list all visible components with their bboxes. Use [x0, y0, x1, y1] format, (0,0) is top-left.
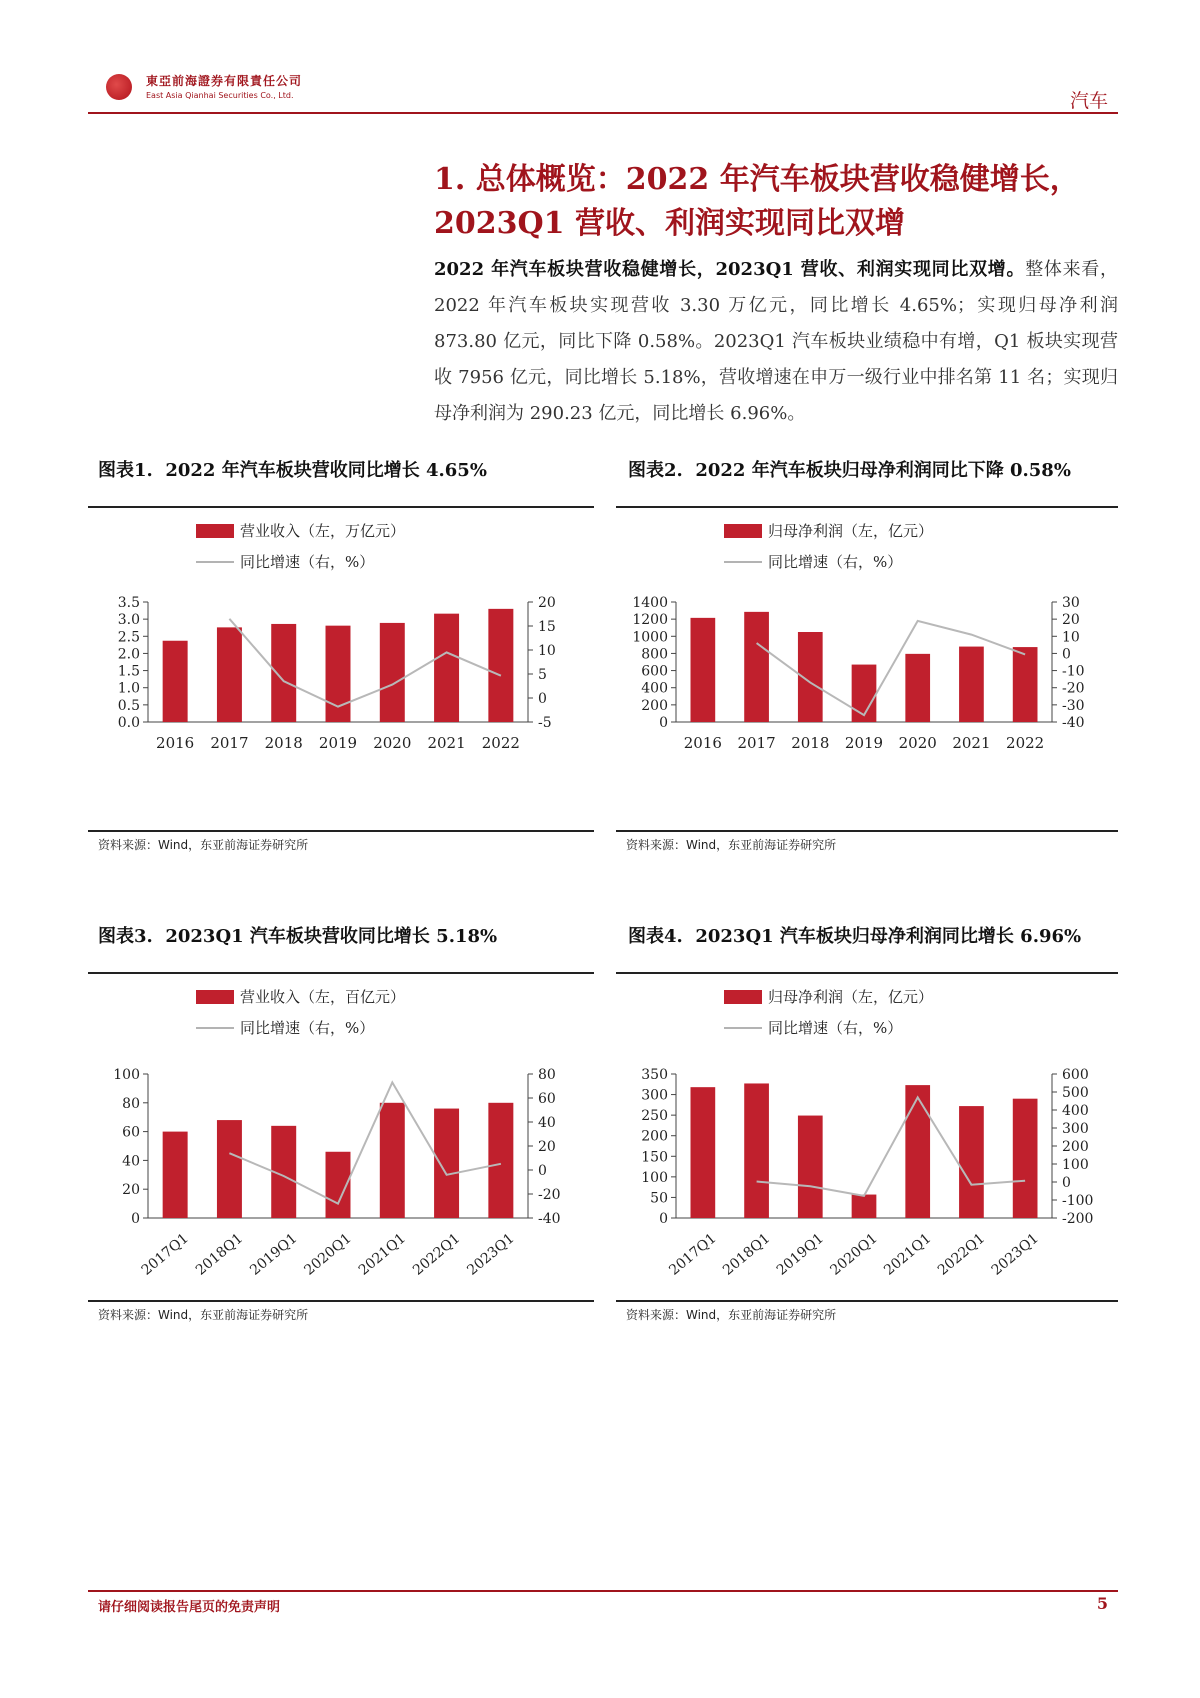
disclaimer-note: 请仔细阅读报告尾页的免责声明 — [98, 1600, 281, 1615]
section-title: 1. 总体概览：2022 年汽车板块营收稳健增长，2023Q1 营收、利润实现同比双增 — [434, 162, 1080, 241]
right-tick-label: 600 — [1062, 1067, 1089, 1083]
x-tick-label: 2023Q1 — [988, 1230, 1042, 1279]
bar-2021Q1 — [905, 1085, 930, 1218]
figure-3-chart — [88, 978, 594, 1300]
right-tick-label: 10 — [538, 643, 556, 659]
x-tick-label: 2019 — [318, 734, 358, 752]
x-tick-label: 2016 — [156, 734, 195, 752]
figure-4-chart — [616, 978, 1118, 1300]
x-tick-label: 2023Q1 — [464, 1230, 518, 1279]
company-logo-icon — [106, 74, 132, 100]
right-tick-label: 0 — [1062, 646, 1071, 663]
legend-bar-swatch — [196, 990, 234, 1004]
bar-2016 — [163, 641, 188, 722]
legend-bar-label: 营业收入（左，百亿元） — [240, 988, 406, 1006]
bar-2021 — [434, 614, 459, 722]
x-tick-label: 2018 — [264, 734, 303, 752]
figure-2-top-rule — [616, 506, 1118, 508]
x-tick-label: 2022 — [1006, 734, 1045, 752]
bar-2020 — [380, 623, 405, 722]
x-tick-label: 2022 — [481, 734, 520, 752]
legend-bar-swatch — [196, 524, 234, 538]
figure-3-title: 图表3. 2023Q1 汽车板块营收同比增长 5.18% — [98, 926, 498, 947]
left-tick-label: 400 — [641, 680, 668, 697]
left-tick-label: 20 — [122, 1182, 140, 1199]
left-tick-label: 80 — [122, 1095, 140, 1112]
left-tick-label: 150 — [641, 1149, 668, 1166]
bar-2023Q1 — [488, 1103, 513, 1218]
figure-1-top-rule — [88, 506, 594, 508]
legend-line-label: 同比增速（右，%） — [240, 1019, 375, 1037]
right-tick-label: 0 — [538, 1163, 547, 1179]
bar-2020 — [905, 654, 930, 722]
figure-3-bottom-rule — [88, 1300, 594, 1302]
x-tick-label: 2020 — [898, 734, 937, 752]
bar-2022 — [1013, 647, 1038, 722]
left-tick-label: 50 — [650, 1190, 668, 1207]
x-tick-label: 2021 — [952, 734, 991, 752]
legend-bar-label: 归母净利润（左，亿元） — [768, 988, 934, 1006]
left-tick-label: 60 — [122, 1124, 140, 1141]
growth-line — [229, 619, 501, 707]
left-tick-label: 0.0 — [117, 715, 140, 731]
x-tick-label: 2021Q1 — [881, 1230, 935, 1279]
x-tick-label: 2019 — [844, 734, 884, 752]
right-tick-label: 60 — [538, 1091, 556, 1107]
left-tick-label: 1.5 — [117, 663, 140, 680]
right-tick-label: 300 — [1062, 1121, 1089, 1137]
figure-1-bottom-rule — [88, 830, 594, 832]
right-tick-label: 80 — [538, 1067, 556, 1083]
figure-3-top-rule — [88, 972, 594, 974]
figure-2-chart — [616, 512, 1118, 828]
right-tick-label: 200 — [1062, 1139, 1089, 1155]
bar-2018Q1 — [217, 1120, 242, 1218]
left-tick-label: 2.0 — [117, 646, 140, 663]
bar-2017 — [217, 627, 242, 722]
bar-2017 — [744, 612, 769, 722]
right-tick-label: 20 — [538, 1139, 556, 1155]
x-tick-label: 2021 — [427, 734, 466, 752]
right-tick-label: -5 — [538, 715, 552, 731]
figure-2-title: 图表2. 2022 年汽车板块归母净利润同比下降 0.58% — [628, 460, 1071, 481]
right-tick-label: -40 — [1062, 715, 1085, 731]
left-tick-label: 0.5 — [117, 697, 140, 714]
right-tick-label: -30 — [1062, 697, 1085, 714]
right-tick-label: 5 — [538, 667, 547, 683]
bar-2018 — [271, 624, 296, 722]
figure-4-source: 资料来源：Wind，东亚前海证券研究所 — [626, 1308, 837, 1322]
legend-bar-label: 归母净利润（左，亿元） — [768, 522, 934, 540]
right-tick-label: 10 — [1062, 629, 1080, 646]
right-tick-label: 20 — [538, 595, 556, 611]
x-tick-label: 2016 — [683, 734, 722, 752]
bar-2021 — [959, 647, 984, 722]
left-tick-label: 200 — [641, 1128, 668, 1145]
right-tick-label: 30 — [1062, 595, 1080, 611]
bar-2020Q1 — [852, 1195, 877, 1218]
summary-paragraph — [434, 252, 1118, 432]
right-tick-label: 500 — [1062, 1085, 1089, 1101]
left-tick-label: 600 — [641, 663, 668, 680]
figure-3-source: 资料来源：Wind，东亚前海证券研究所 — [98, 1308, 309, 1322]
right-tick-label: 100 — [1062, 1157, 1089, 1173]
right-tick-label: 40 — [538, 1115, 556, 1131]
x-tick-label: 2022Q1 — [934, 1230, 989, 1279]
x-tick-label: 2017 — [737, 734, 776, 752]
x-tick-label: 2019Q1 — [247, 1230, 301, 1279]
x-tick-label: 2019Q1 — [773, 1230, 827, 1279]
x-tick-label: 2022Q1 — [410, 1230, 464, 1279]
left-tick-label: 800 — [641, 646, 668, 663]
left-tick-label: 0 — [659, 1211, 668, 1227]
legend-line-label: 同比增速（右，%） — [768, 1019, 903, 1037]
left-tick-label: 250 — [641, 1108, 668, 1125]
legend-bar-label: 营业收入（左，万亿元） — [240, 522, 406, 540]
figure-1-chart — [88, 512, 594, 828]
x-tick-label: 2017 — [210, 734, 249, 752]
left-tick-label: 1200 — [632, 612, 668, 629]
right-tick-label: 0 — [1062, 1175, 1071, 1191]
legend-bar-swatch — [724, 524, 762, 538]
bar-2022Q1 — [434, 1109, 459, 1218]
bar-2016 — [691, 618, 716, 722]
figure-4-top-rule — [616, 972, 1118, 974]
right-tick-label: -200 — [1062, 1211, 1094, 1227]
figure-4-bottom-rule — [616, 1300, 1118, 1302]
x-tick-label: 2017Q1 — [666, 1230, 720, 1279]
left-tick-label: 100 — [113, 1067, 140, 1083]
right-tick-label: 400 — [1062, 1103, 1089, 1119]
legend-line-label: 同比增速（右，%） — [240, 553, 375, 571]
growth-line — [757, 621, 1026, 715]
x-tick-label: 2017Q1 — [138, 1230, 192, 1279]
page-number: 5 — [1096, 1594, 1108, 1613]
x-tick-label: 2018Q1 — [720, 1230, 774, 1279]
figure-4-title: 图表4. 2023Q1 汽车板块归母净利润同比增长 6.96% — [628, 926, 1082, 947]
legend-line-label: 同比增速（右，%） — [768, 553, 903, 571]
bar-2023Q1 — [1013, 1099, 1038, 1218]
company-name-cn: 東亞前海證券有限責任公司 — [146, 74, 303, 88]
left-tick-label: 300 — [641, 1087, 668, 1104]
left-tick-label: 0 — [659, 715, 668, 731]
bar-2017Q1 — [163, 1132, 188, 1218]
left-tick-label: 40 — [122, 1153, 140, 1170]
x-tick-label: 2020Q1 — [827, 1230, 881, 1279]
figure-2-source: 资料来源：Wind，东亚前海证券研究所 — [626, 838, 837, 852]
right-tick-label: 15 — [538, 619, 556, 635]
right-tick-label: -20 — [1062, 680, 1085, 697]
left-tick-label: 100 — [641, 1169, 668, 1186]
summary-body: 整体来看，2022 年汽车板块实现营收 3.30 万亿元，同比增长 4.65%；实现归母净利润 873.80 亿元，同比下降 0.58%。2023Q1 汽车板块业绩稳中有增，Q1 板块实现营收 7956 亿元，同比增长 5.18%，营收增速在申万一级行业中排名第 11 名；实现归母净利润为 290.23 亿元，同比增长 6.96%。 — [434, 259, 1118, 424]
x-tick-label: 2020 — [373, 734, 412, 752]
left-tick-label: 1000 — [632, 629, 668, 646]
left-tick-label: 2.5 — [117, 629, 140, 646]
x-tick-label: 2021Q1 — [355, 1230, 409, 1279]
left-tick-label: 0 — [131, 1211, 140, 1227]
report-category: 汽车 — [1069, 90, 1108, 112]
figure-1-source: 资料来源：Wind，东亚前海证券研究所 — [98, 838, 309, 852]
company-name-en: East Asia Qianhai Securities Co., Ltd. — [146, 91, 294, 100]
bar-2021Q1 — [380, 1103, 405, 1218]
bar-2022 — [488, 609, 513, 722]
figure-1-title: 图表1. 2022 年汽车板块营收同比增长 4.65% — [98, 460, 487, 481]
right-tick-label: -20 — [538, 1187, 561, 1203]
left-tick-label: 1400 — [632, 595, 668, 611]
summary-lead: 2022 年汽车板块营收稳健增长，2023Q1 营收、利润实现同比双增。 — [434, 259, 1026, 280]
legend-bar-swatch — [724, 990, 762, 1004]
bar-2017Q1 — [691, 1087, 716, 1218]
left-tick-label: 200 — [641, 697, 668, 714]
x-tick-label: 2018Q1 — [192, 1230, 247, 1279]
left-tick-label: 350 — [641, 1067, 668, 1083]
growth-line — [229, 1082, 501, 1203]
x-tick-label: 2020Q1 — [301, 1230, 355, 1279]
growth-line — [757, 1097, 1026, 1196]
left-tick-label: 3.5 — [117, 595, 140, 611]
bar-2022Q1 — [959, 1106, 984, 1218]
header-divider — [88, 112, 1118, 114]
right-tick-label: 0 — [538, 691, 547, 707]
bar-2018Q1 — [744, 1083, 769, 1218]
x-tick-label: 2018 — [791, 734, 830, 752]
footer-divider — [88, 1590, 1118, 1592]
right-tick-label: -100 — [1062, 1193, 1094, 1209]
right-tick-label: -40 — [538, 1211, 561, 1227]
right-tick-label: -10 — [1062, 663, 1085, 680]
bar-2019Q1 — [798, 1116, 823, 1218]
figure-2-bottom-rule — [616, 830, 1118, 832]
right-tick-label: 20 — [1062, 612, 1080, 629]
left-tick-label: 3.0 — [117, 612, 140, 629]
left-tick-label: 1.0 — [117, 680, 140, 697]
